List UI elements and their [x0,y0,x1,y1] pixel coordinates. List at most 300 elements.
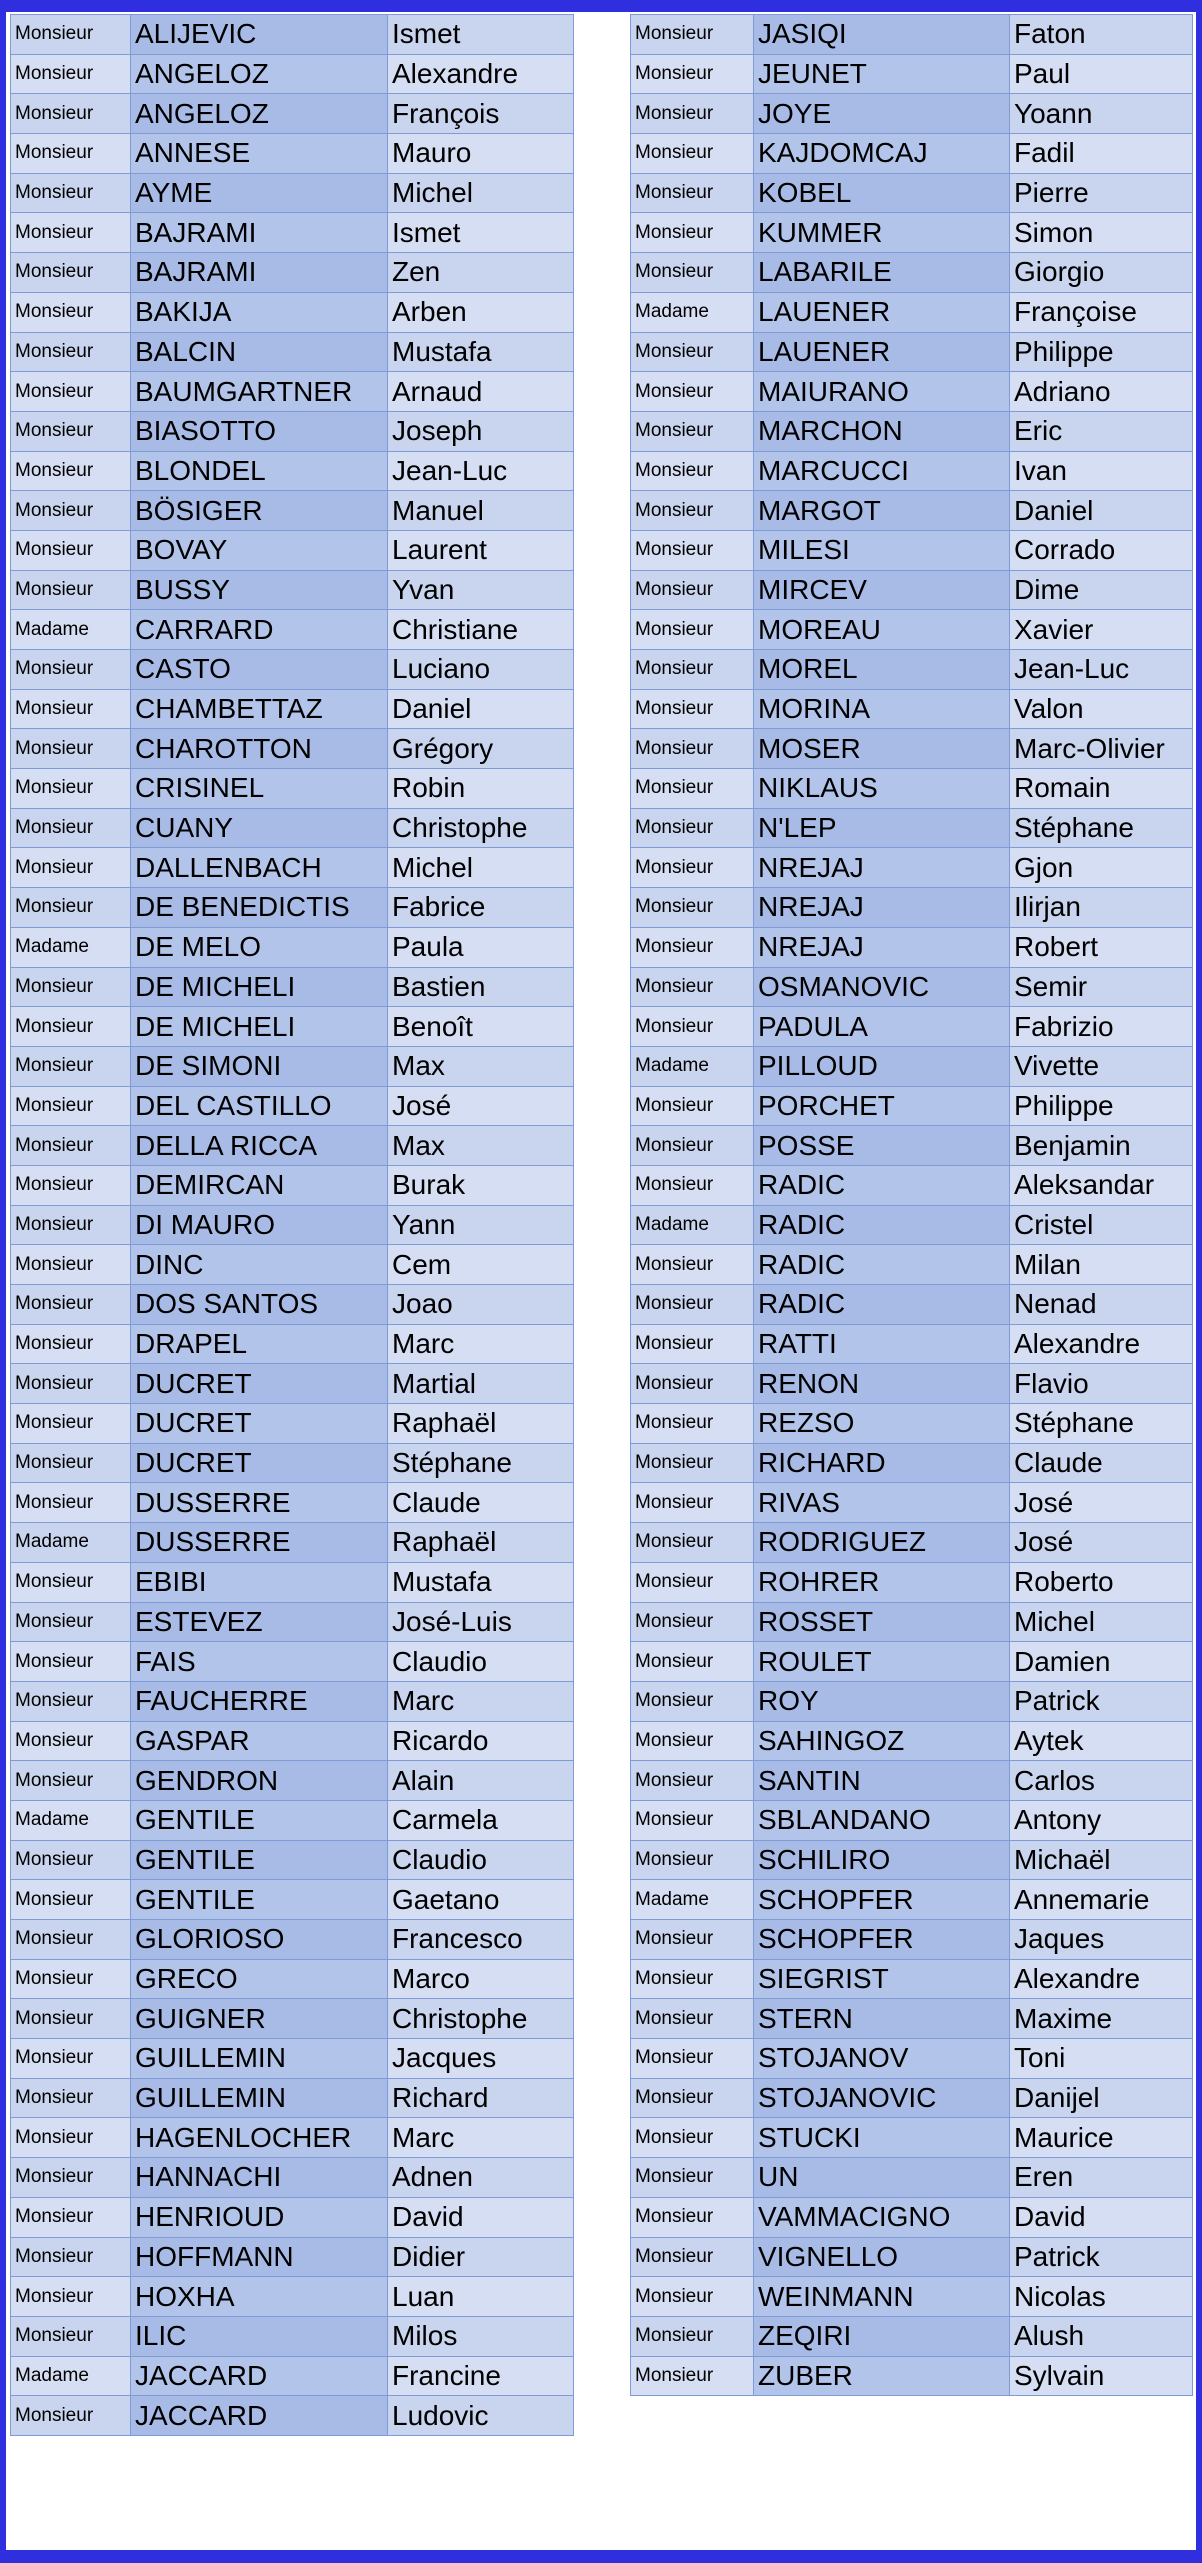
table-row [631,570,1193,610]
civility-cell: Monsieur [11,2396,131,2436]
surname-cell: NREJAJ [754,888,1010,928]
civility-cell: Monsieur [631,1920,754,1960]
firstname-cell: Grégory [388,729,574,769]
surname-cell: VAMMACIGNO [754,2197,1010,2237]
firstname-cell: Corrado [1010,530,1193,570]
surname-cell: PORCHET [754,1086,1010,1126]
civility-cell: Monsieur [11,2158,131,2198]
surname-cell: BUSSY [131,570,388,610]
table-row [631,253,1193,293]
table-row [11,2237,574,2277]
surname-cell: RADIC [754,1245,1010,1285]
firstname-cell: Milan [1010,1245,1193,1285]
firstname-cell: Ismet [388,213,574,253]
civility-cell: Monsieur [11,213,131,253]
surname-cell: ROHRER [754,1562,1010,1602]
firstname-cell: Michel [388,173,574,213]
firstname-cell: José [1010,1483,1193,1523]
table-row [11,1364,574,1404]
civility-cell: Monsieur [11,1840,131,1880]
firstname-cell: José [1010,1523,1193,1563]
firstname-cell: Mustafa [388,1562,574,1602]
surname-cell: HENRIOUD [131,2197,388,2237]
firstname-cell: Michel [1010,1602,1193,1642]
firstname-cell: Luan [388,2277,574,2317]
table-row [631,173,1193,213]
firstname-cell: Ivan [1010,451,1193,491]
civility-cell: Monsieur [631,411,754,451]
surname-cell: SBLANDANO [754,1800,1010,1840]
table-row [11,1404,574,1444]
civility-cell: Monsieur [631,967,754,1007]
civility-cell: Monsieur [11,411,131,451]
civility-cell: Monsieur [631,650,754,690]
firstname-cell: Marco [388,1959,574,1999]
table-row [11,1999,574,2039]
table-row [631,94,1193,134]
firstname-cell: Maurice [1010,2118,1193,2158]
firstname-cell: Faton [1010,15,1193,55]
surname-cell: KUMMER [754,213,1010,253]
surname-cell: RIVAS [754,1483,1010,1523]
table-row [631,1721,1193,1761]
surname-cell: DUCRET [131,1364,388,1404]
civility-cell: Monsieur [631,2158,754,2198]
surname-cell: DE BENEDICTIS [131,888,388,928]
table-row [631,213,1193,253]
surname-cell: HANNACHI [131,2158,388,2198]
civility-cell: Monsieur [631,808,754,848]
table-row [631,2197,1193,2237]
table-row [631,1562,1193,1602]
firstname-cell: Claudio [388,1642,574,1682]
table-row [631,54,1193,94]
civility-cell: Monsieur [11,134,131,174]
table-row [11,2078,574,2118]
civility-cell: Monsieur [631,1126,754,1166]
firstname-cell: Jean-Luc [1010,650,1193,690]
surname-cell: GASPAR [131,1721,388,1761]
table-row [631,1602,1193,1642]
civility-cell: Monsieur [631,372,754,412]
table-row [631,1086,1193,1126]
surname-cell: GUILLEMIN [131,2039,388,2079]
surname-cell: DOS SANTOS [131,1285,388,1325]
surname-cell: RATTI [754,1324,1010,1364]
surname-cell: DUSSERRE [131,1523,388,1563]
firstname-cell: José-Luis [388,1602,574,1642]
firstname-cell: Manuel [388,491,574,531]
firstname-cell: Daniel [388,689,574,729]
civility-cell: Monsieur [11,1999,131,2039]
civility-cell: Monsieur [11,253,131,293]
civility-cell: Monsieur [631,134,754,174]
firstname-cell: Robert [1010,927,1193,967]
firstname-cell: Daniel [1010,491,1193,531]
firstname-cell: Richard [388,2078,574,2118]
civility-cell: Monsieur [11,1602,131,1642]
table-row [11,1205,574,1245]
firstname-cell: Semir [1010,967,1193,1007]
surname-cell: ROSSET [754,1602,1010,1642]
firstname-cell: Claude [1010,1443,1193,1483]
table-row [631,1165,1193,1205]
firstname-cell: Raphaël [388,1523,574,1563]
firstname-cell: Valon [1010,689,1193,729]
surname-cell: ANGELOZ [131,94,388,134]
table-row [11,2197,574,2237]
firstname-cell: Sylvain [1010,2356,1193,2396]
surname-cell: CARRARD [131,610,388,650]
civility-cell: Monsieur [631,1562,754,1602]
table-row [631,1007,1193,1047]
surname-cell: HOXHA [131,2277,388,2317]
surname-cell: RICHARD [754,1443,1010,1483]
firstname-cell: Gaetano [388,1880,574,1920]
civility-cell: Monsieur [631,1642,754,1682]
firstname-cell: Ricardo [388,1721,574,1761]
civility-cell: Monsieur [11,1046,131,1086]
firstname-cell: Giorgio [1010,253,1193,293]
firstname-cell: Luciano [388,650,574,690]
table-row [631,2158,1193,2198]
surname-cell: STERN [754,1999,1010,2039]
firstname-cell: Marc [388,1681,574,1721]
civility-cell: Monsieur [631,94,754,134]
table-row [11,689,574,729]
civility-cell: Monsieur [631,888,754,928]
surname-cell: ALIJEVIC [131,15,388,55]
table-row [631,372,1193,412]
firstname-cell: Cristel [1010,1205,1193,1245]
table-row [11,729,574,769]
table-row [11,332,574,372]
civility-cell: Monsieur [631,1800,754,1840]
table-row [11,491,574,531]
surname-cell: ROULET [754,1642,1010,1682]
firstname-cell: Eren [1010,2158,1193,2198]
civility-cell: Madame [11,610,131,650]
table-row [631,491,1193,531]
table-row [631,927,1193,967]
table-row [11,1800,574,1840]
table-row [11,1721,574,1761]
firstname-cell: Alain [388,1761,574,1801]
firstname-cell: Adriano [1010,372,1193,412]
table-row [11,2396,574,2436]
table-row [631,2118,1193,2158]
civility-cell: Monsieur [631,1602,754,1642]
table-row [631,1920,1193,1960]
civility-cell: Madame [11,2356,131,2396]
surname-cell: MARCUCCI [754,451,1010,491]
table-row [631,769,1193,809]
civility-cell: Monsieur [631,1165,754,1205]
top-border [0,0,1202,12]
table-row [631,1523,1193,1563]
surname-cell: ROY [754,1681,1010,1721]
surname-cell: CRISINEL [131,769,388,809]
firstname-cell: Marc [388,2118,574,2158]
surname-cell: BIASOTTO [131,411,388,451]
civility-cell: Monsieur [631,1086,754,1126]
civility-cell: Monsieur [631,729,754,769]
surname-cell: STOJANOVIC [754,2078,1010,2118]
surname-cell: MARCHON [754,411,1010,451]
surname-cell: DRAPEL [131,1324,388,1364]
right-border [1196,0,1202,2563]
table-row [631,2277,1193,2317]
table-row [11,1046,574,1086]
firstname-cell: Claudio [388,1840,574,1880]
surname-cell: DINC [131,1245,388,1285]
civility-cell: Monsieur [631,1443,754,1483]
surname-cell: DE MICHELI [131,967,388,1007]
surname-cell: RADIC [754,1205,1010,1245]
civility-cell: Monsieur [631,1840,754,1880]
civility-cell: Monsieur [631,848,754,888]
firstname-cell: Laurent [388,530,574,570]
firstname-cell: Paula [388,927,574,967]
civility-cell: Monsieur [631,689,754,729]
civility-cell: Monsieur [631,2316,754,2356]
firstname-cell: Fadil [1010,134,1193,174]
civility-cell: Monsieur [631,213,754,253]
table-row [11,1086,574,1126]
civility-cell: Monsieur [11,2237,131,2277]
civility-cell: Monsieur [11,570,131,610]
table-row [11,1681,574,1721]
civility-cell: Monsieur [11,1761,131,1801]
surname-cell: FAIS [131,1642,388,1682]
table-row [631,2237,1193,2277]
surname-cell: ZUBER [754,2356,1010,2396]
firstname-cell: Mauro [388,134,574,174]
surname-cell: MORINA [754,689,1010,729]
civility-cell: Madame [631,1046,754,1086]
table-row [631,1959,1193,1999]
table-row [11,967,574,1007]
table-row [11,1324,574,1364]
table-row [11,610,574,650]
firstname-cell: Joseph [388,411,574,451]
surname-cell: NREJAJ [754,848,1010,888]
table-row [631,848,1193,888]
civility-cell: Monsieur [11,650,131,690]
table-row [11,134,574,174]
table-row [631,1443,1193,1483]
surname-cell: DUSSERRE [131,1483,388,1523]
surname-cell: SCHILIRO [754,1840,1010,1880]
surname-cell: ANNESE [131,134,388,174]
firstname-cell: David [1010,2197,1193,2237]
table-row [631,292,1193,332]
firstname-cell: Marc-Olivier [1010,729,1193,769]
civility-cell: Monsieur [631,2237,754,2277]
table-row [631,1324,1193,1364]
surname-cell: DUCRET [131,1443,388,1483]
surname-cell: KAJDOMCAJ [754,134,1010,174]
civility-cell: Monsieur [11,1959,131,1999]
table-row [11,2356,574,2396]
table-row [631,689,1193,729]
surname-cell: GENDRON [131,1761,388,1801]
civility-cell: Monsieur [11,1562,131,1602]
civility-cell: Monsieur [11,1007,131,1047]
surname-cell: DE MICHELI [131,1007,388,1047]
civility-cell: Monsieur [11,2118,131,2158]
firstname-cell: Philippe [1010,1086,1193,1126]
table-row [11,808,574,848]
table-row [631,1046,1193,1086]
surname-cell: MILESI [754,530,1010,570]
surname-cell: CHAMBETTAZ [131,689,388,729]
table-row [11,848,574,888]
civility-cell: Madame [11,1523,131,1563]
civility-cell: Monsieur [11,54,131,94]
surname-cell: GUIGNER [131,1999,388,2039]
firstname-cell: Annemarie [1010,1880,1193,1920]
surname-cell: WEINMANN [754,2277,1010,2317]
civility-cell: Monsieur [11,15,131,55]
table-row [631,1126,1193,1166]
firstname-cell: Stéphane [388,1443,574,1483]
surname-cell: ESTEVEZ [131,1602,388,1642]
civility-cell: Monsieur [11,1880,131,1920]
table-row [631,1404,1193,1444]
civility-cell: Monsieur [631,1364,754,1404]
table-row [11,570,574,610]
table-row [11,769,574,809]
surname-cell: DELLA RICCA [131,1126,388,1166]
table-row [11,2316,574,2356]
firstname-cell: Damien [1010,1642,1193,1682]
surname-cell: SIEGRIST [754,1959,1010,1999]
civility-cell: Monsieur [11,1443,131,1483]
surname-cell: BAKIJA [131,292,388,332]
surname-cell: NREJAJ [754,927,1010,967]
bottom-border [0,2550,1202,2563]
table-row [11,1840,574,1880]
firstname-cell: Ludovic [388,2396,574,2436]
table-row [11,1443,574,1483]
surname-cell: GENTILE [131,1840,388,1880]
table-row [11,1562,574,1602]
surname-cell: NIKLAUS [754,769,1010,809]
table-row [11,2118,574,2158]
surname-cell: KOBEL [754,173,1010,213]
left-border [0,0,6,2563]
civility-cell: Monsieur [11,332,131,372]
table-row [631,332,1193,372]
civility-cell: Monsieur [11,1681,131,1721]
civility-cell: Monsieur [631,54,754,94]
civility-cell: Monsieur [631,2118,754,2158]
table-row [631,15,1193,55]
civility-cell: Monsieur [631,2039,754,2079]
firstname-cell: Marc [388,1324,574,1364]
civility-cell: Monsieur [11,1126,131,1166]
firstname-cell: Yann [388,1205,574,1245]
table-row [631,530,1193,570]
firstname-cell: Jaques [1010,1920,1193,1960]
firstname-cell: Max [388,1046,574,1086]
firstname-cell: Francine [388,2356,574,2396]
table-row [11,292,574,332]
surname-cell: LABARILE [754,253,1010,293]
table-row [631,2356,1193,2396]
table-row [631,808,1193,848]
surname-cell: JACCARD [131,2396,388,2436]
surname-cell: HAGENLOCHER [131,2118,388,2158]
firstname-cell: Nicolas [1010,2277,1193,2317]
firstname-cell: Carmela [388,1800,574,1840]
table-row [631,1880,1193,1920]
surname-cell: RODRIGUEZ [754,1523,1010,1563]
firstname-cell: José [388,1086,574,1126]
civility-cell: Monsieur [631,491,754,531]
firstname-cell: Cem [388,1245,574,1285]
firstname-cell: Martial [388,1364,574,1404]
table-row [631,2078,1193,2118]
table-row [631,1364,1193,1404]
names-table-left [10,14,574,2436]
firstname-cell: Aleksandar [1010,1165,1193,1205]
firstname-cell: Patrick [1010,2237,1193,2277]
table-row [631,1840,1193,1880]
surname-cell: BOVAY [131,530,388,570]
firstname-cell: Robin [388,769,574,809]
civility-cell: Monsieur [11,1920,131,1960]
firstname-cell: Aytek [1010,1721,1193,1761]
table-row [631,1245,1193,1285]
table-row [11,1920,574,1960]
firstname-cell: Burak [388,1165,574,1205]
civility-cell: Monsieur [631,2197,754,2237]
civility-cell: Monsieur [11,1086,131,1126]
surname-cell: RADIC [754,1165,1010,1205]
firstname-cell: Antony [1010,1800,1193,1840]
firstname-cell: Dime [1010,570,1193,610]
table-row [11,530,574,570]
firstname-cell: Christophe [388,1999,574,2039]
firstname-cell: Bastien [388,967,574,1007]
surname-cell: VIGNELLO [754,2237,1010,2277]
civility-cell: Monsieur [11,769,131,809]
table-row [11,1880,574,1920]
table-row [11,1483,574,1523]
firstname-cell: Eric [1010,411,1193,451]
table-row [11,650,574,690]
civility-cell: Monsieur [11,1364,131,1404]
firstname-cell: Adnen [388,2158,574,2198]
civility-cell: Monsieur [631,173,754,213]
firstname-cell: Simon [1010,213,1193,253]
civility-cell: Monsieur [11,1285,131,1325]
firstname-cell: Gjon [1010,848,1193,888]
table-row [11,2277,574,2317]
table-row [631,451,1193,491]
surname-cell: CHAROTTON [131,729,388,769]
names-table-right [630,14,1193,2396]
firstname-cell: Christiane [388,610,574,650]
civility-cell: Monsieur [631,253,754,293]
civility-cell: Monsieur [11,848,131,888]
table-row [631,729,1193,769]
surname-cell: N'LEP [754,808,1010,848]
surname-cell: DI MAURO [131,1205,388,1245]
table-row [631,967,1193,1007]
